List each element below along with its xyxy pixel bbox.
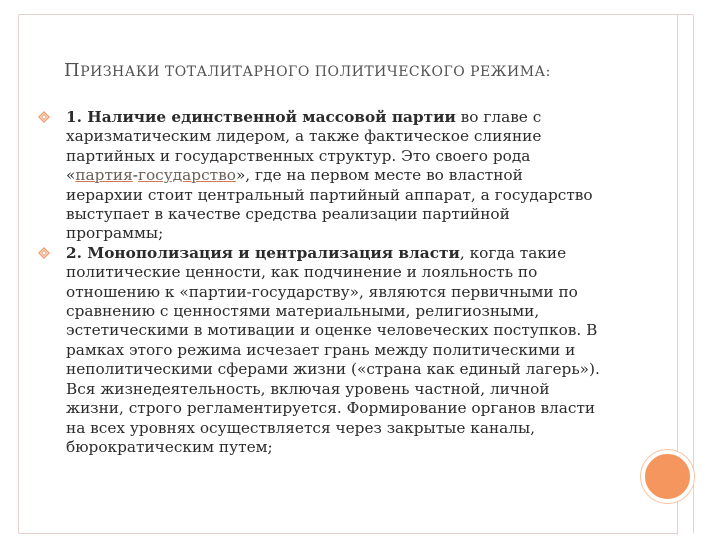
slide-title: [64, 60, 551, 81]
item-text: во главе с харизматическим лидером, а также фактическое слияние партийных и государственных структур. Это своего рода «: [66, 108, 542, 185]
list-item: [38, 108, 604, 244]
title-initial: П: [64, 60, 81, 81]
diamond-bullet-icon: [38, 111, 50, 123]
list-item: [38, 244, 604, 457]
item-heading: 1. Наличие единственной массовой партии: [66, 108, 456, 126]
link-party[interactable]: партия: [75, 166, 133, 185]
slide-body: [38, 108, 604, 457]
link-separator: -: [132, 166, 138, 185]
item-text: , когда такие политические ценности, как подчинение и лояльность по отношению к «партии-государству», являются первичными по сравнению с ценностями материальными, религиозными, эстетическими в мотивации и оценке человеческих поступков. В рамках этого режима исчезает грань между политическими и неполитическими сферами жизни («страна как единый лагерь»). Вся жизнедеятельность, включая уровень частной, личной жизни, строго регламентируется. Формирование органов власти на всех уровнях осуществляется через закрытые каналы, бюрократическим путем;: [66, 243, 600, 456]
decorative-circle: [641, 450, 694, 503]
item-text-continued: », где на первом месте во властной иерархии стоит центральный партийный аппарат, а государство выступает в качестве средства реализации партийной программы;: [66, 166, 593, 243]
item-heading: 2. Монополизация и централизация власти: [66, 243, 460, 262]
diamond-bullet-icon: [38, 247, 50, 259]
link-state[interactable]: государство: [137, 166, 236, 185]
title-rest: РИЗНАКИ ТОТАЛИТАРНОГО ПОЛИТИЧЕСКОГО РЕЖИМА:: [80, 64, 551, 80]
